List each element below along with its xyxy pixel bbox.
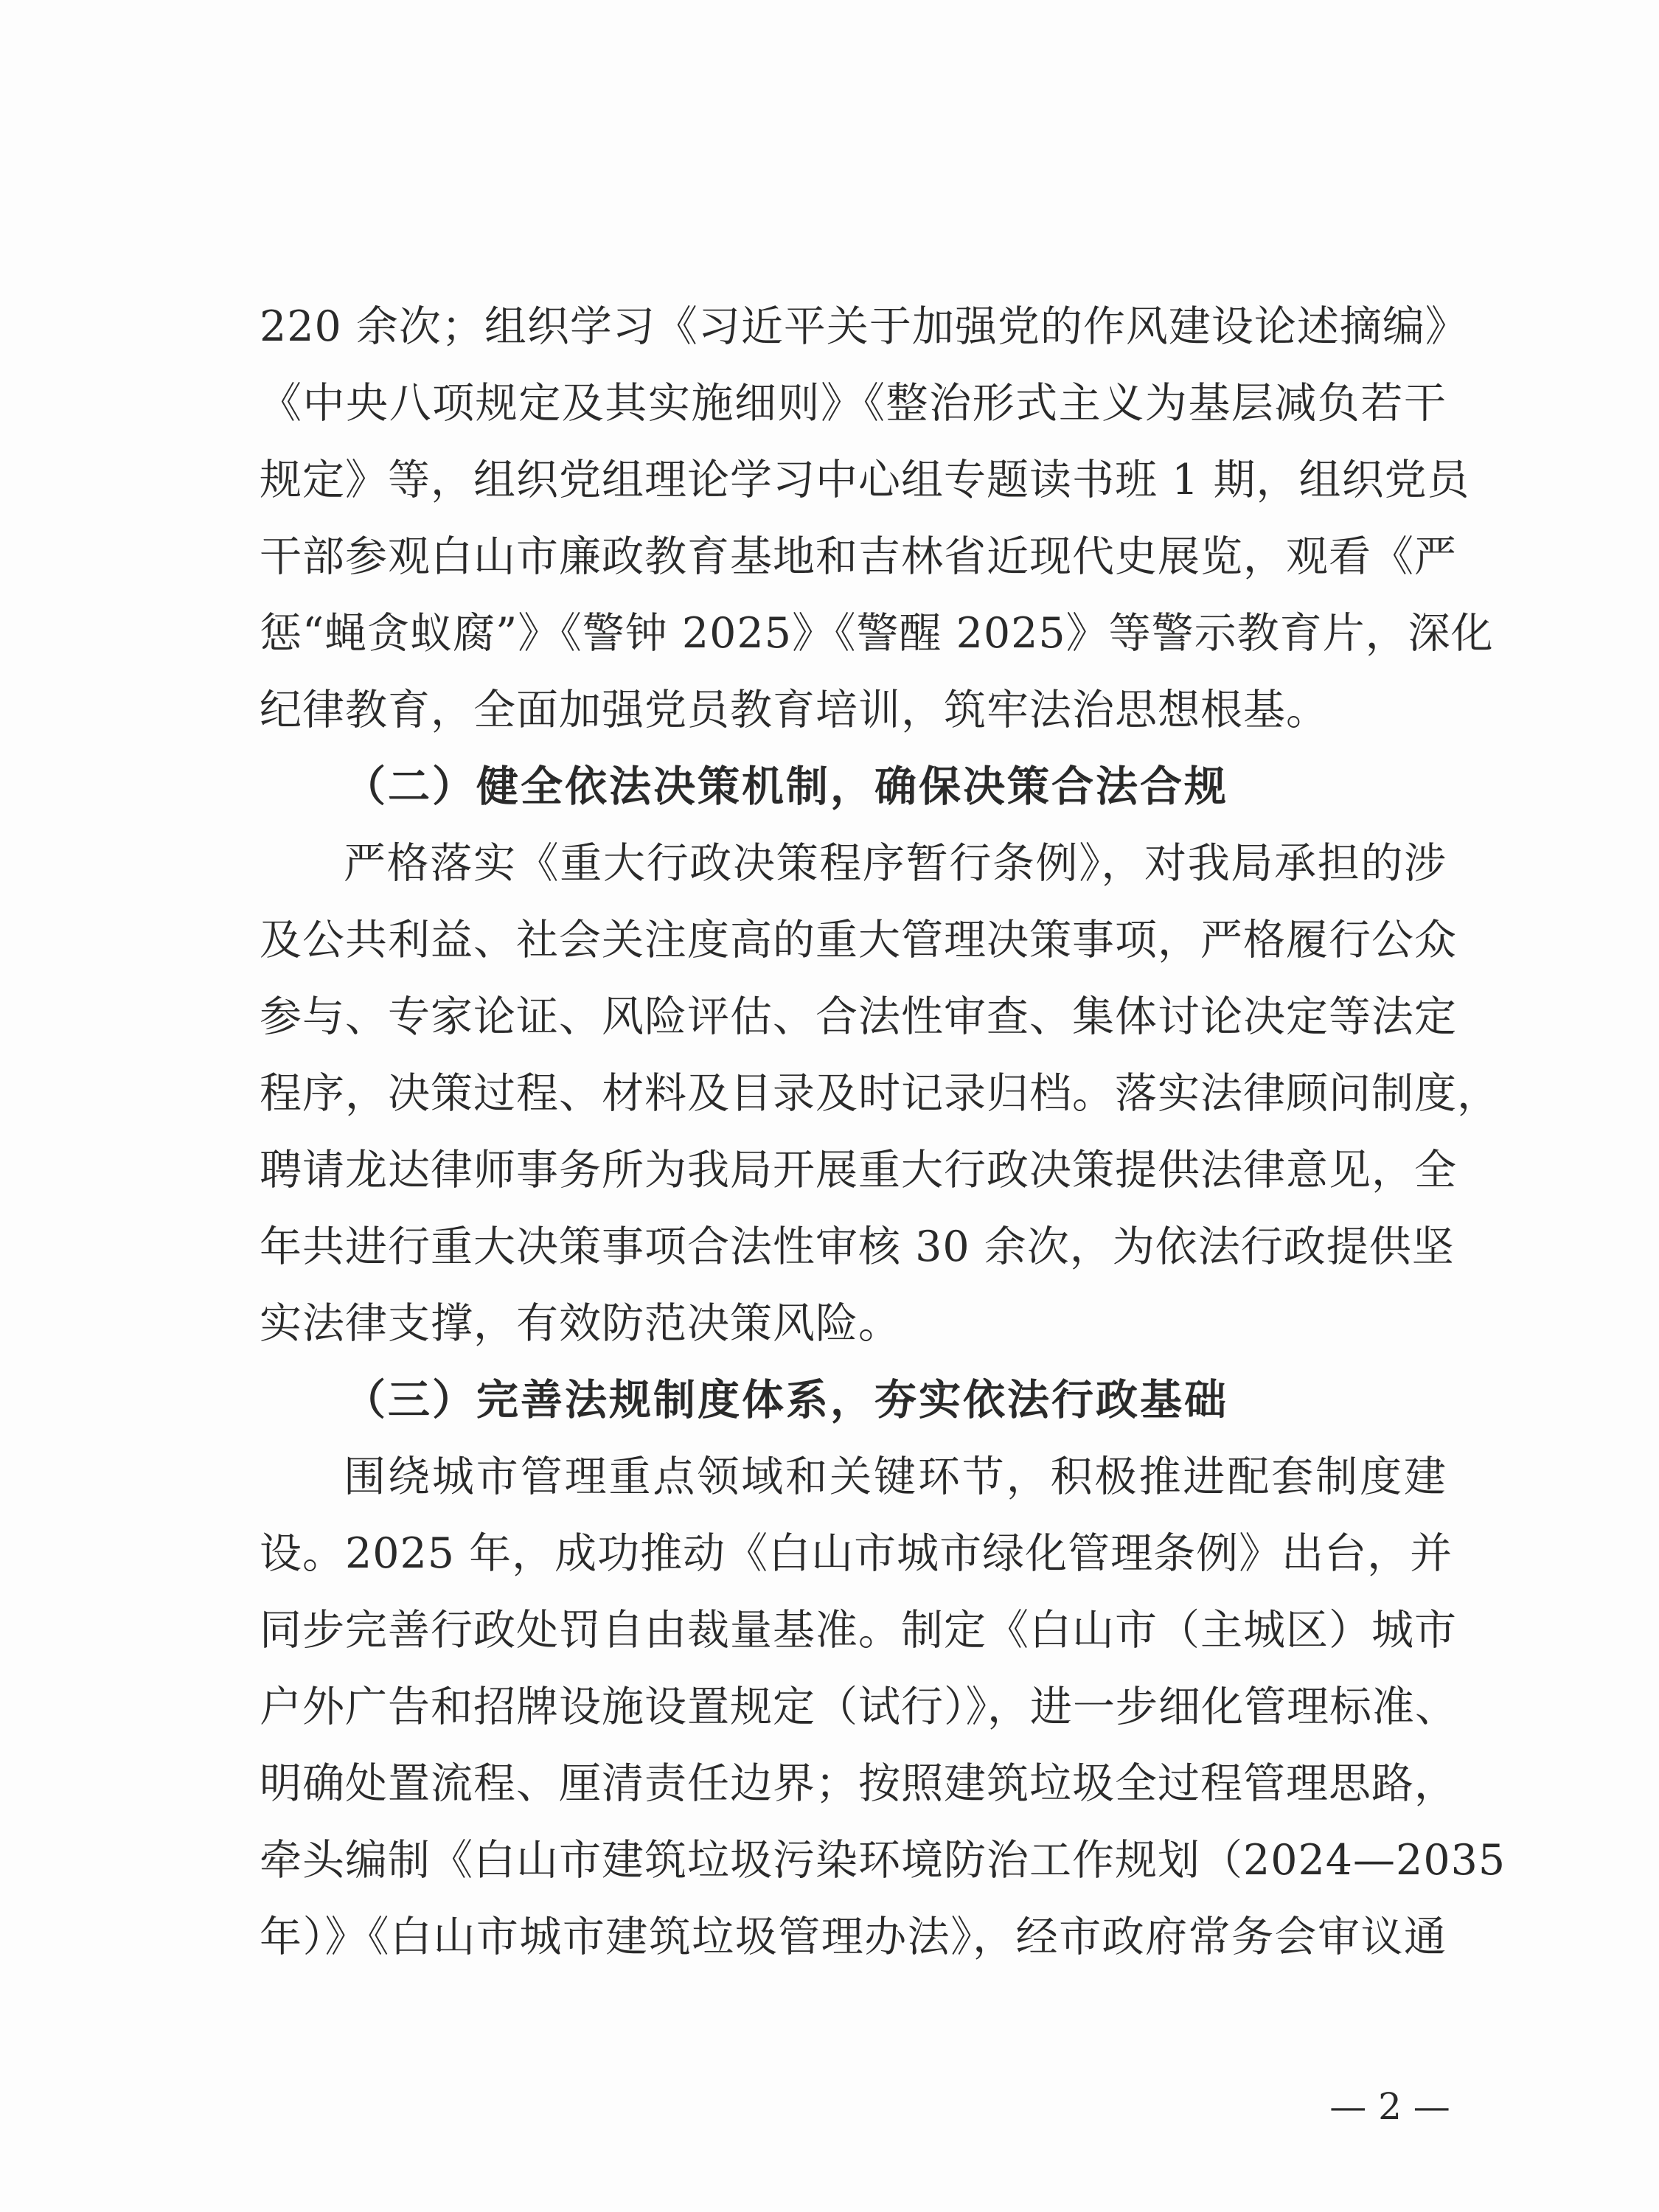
section-heading-2: （二）健全依法决策机制，确保决策合法合规 [344,762,1228,811]
body-text-line: 聘请龙达律师事务所为我局开展重大行政决策提供法律意见，全 [260,1146,1457,1194]
body-text-line: 设。2025 年，成功推动《白山市城市绿化管理条例》出台，并 [260,1529,1453,1578]
body-text-line: 户外广告和招牌设施设置规定（试行）》，进一步细化管理标准、 [260,1683,1458,1731]
body-text-line: 严格落实《重大行政决策程序暂行条例》，对我局承担的涉 [344,839,1447,888]
body-text-line: 围绕城市管理重点领域和关键环节，积极推进配套制度建 [344,1453,1447,1501]
body-text-line: 干部参观白山市廉政教育基地和吉林省近现代史展览，观看《严 [260,532,1457,581]
body-text-line: 参与、专家论证、风险评估、合法性审查、集体讨论决定等法定 [260,992,1457,1041]
body-text-line: 《中央八项规定及其实施细则》《整治形式主义为基层减负若干 [260,379,1447,428]
section-heading-3: （三）完善法规制度体系，夯实依法行政基础 [344,1376,1228,1425]
body-text-line: 实法律支撑，有效防范决策风险。 [260,1299,901,1348]
body-text-line: 年共进行重大决策事项合法性审核 30 余次，为依法行政提供坚 [260,1222,1455,1271]
page-number: — 2 — [1329,2085,1450,2128]
body-text-line: 同步完善行政处罚自由裁量基准。制定《白山市（主城区）城市 [260,1606,1457,1655]
body-text-line: 规定》等，组织党组理论学习中心组专题读书班 1 期，组织党员 [260,456,1470,504]
body-text-line: 220 余次；组织学习《习近平关于加强党的作风建设论述摘编》 [260,302,1468,351]
body-text-line: 牵头编制《白山市建筑垃圾污染环境防治工作规划（2024—2035 [260,1836,1506,1885]
body-text-line: 及公共利益、社会关注度高的重大管理决策事项，严格履行公众 [260,916,1457,964]
body-text-line: 年）》《白山市城市建筑垃圾管理办法》，经市政府常务会审议通 [260,1913,1447,1961]
body-text-line: 惩“蝇贪蚁腐”》《警钟 2025》《警醒 2025》等警示教育片，深化 [260,609,1494,658]
body-text-line: 明确处置流程、厘清责任边界；按照建筑垃圾全过程管理思路， [260,1759,1457,1808]
body-text-line: 纪律教育，全面加强党员教育培训，筑牢法治思想根基。 [260,686,1329,734]
body-text-line: 程序，决策过程、材料及目录及时记录归档。落实法律顾问制度， [260,1069,1500,1118]
